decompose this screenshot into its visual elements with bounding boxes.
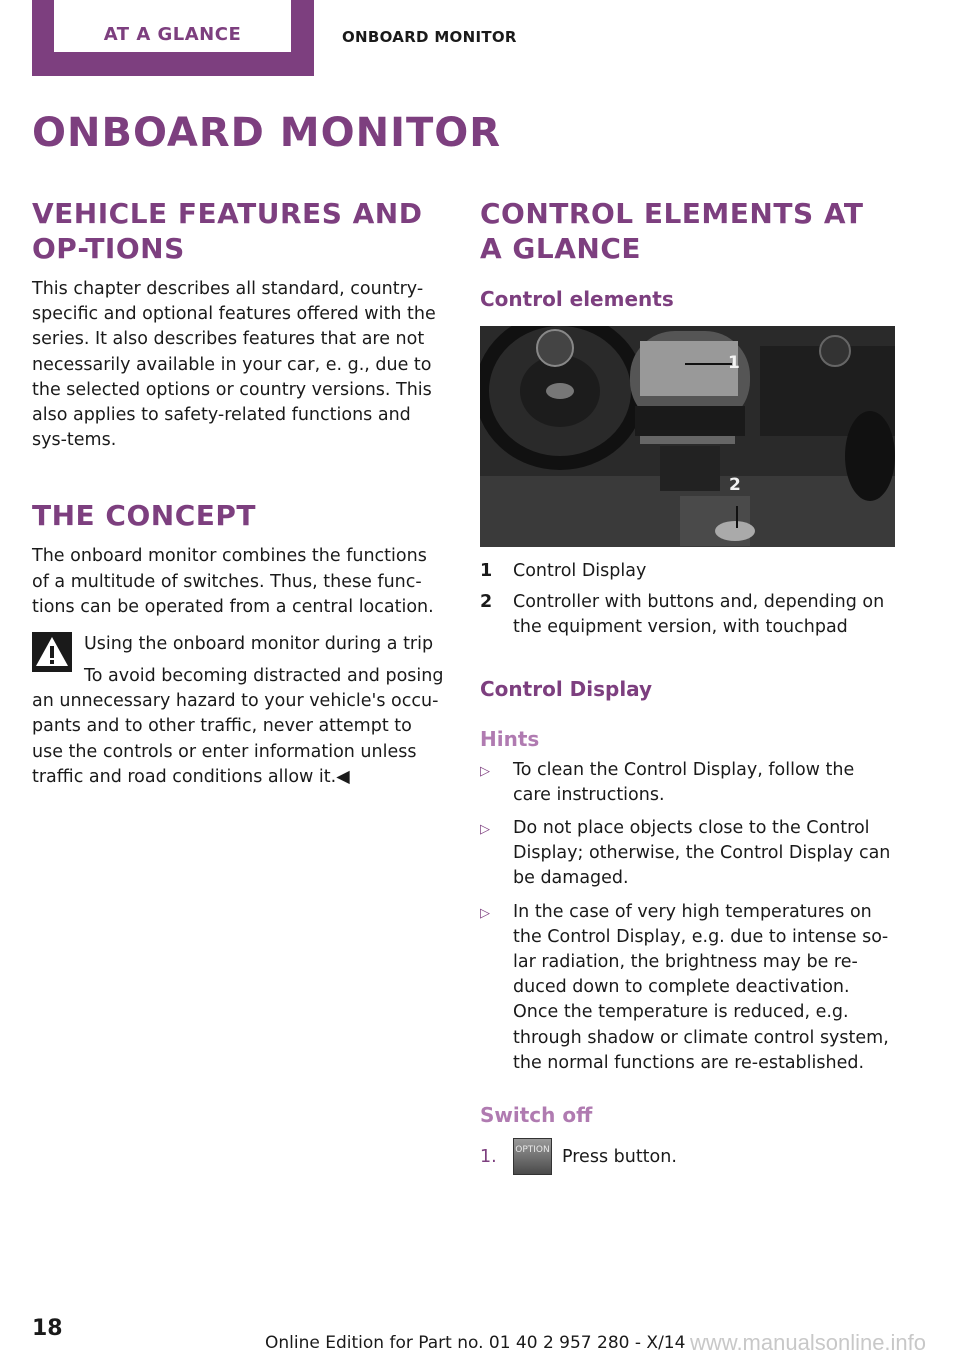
legend-text: Controller with buttons and, depending on the equipment version, with touchpad	[513, 592, 885, 638]
hints-list	[480, 758, 895, 1076]
legend-number: 1	[480, 561, 493, 581]
warning-title: Using the onboard monitor during a trip	[84, 634, 434, 655]
callout-1: 1	[728, 353, 740, 373]
triangle-bullet-icon: ▷	[480, 763, 490, 779]
section-label: ONBOARD MONITOR	[342, 28, 517, 46]
triangle-bullet-icon: ▷	[480, 905, 490, 921]
chapter-tab-label[interactable]: AT A GLANCE	[103, 24, 242, 45]
warning-block	[32, 632, 447, 790]
page-number: 18	[32, 1316, 63, 1341]
warning-body: To avoid becoming distracted and posing an unnecessary hazard to your vehicle's occu‐pants and to other traffic, never attempt to use the controls or enter information unless traffic and road conditions allow it.◀	[32, 666, 444, 787]
list-item	[480, 900, 895, 1076]
cockpit-photo	[480, 326, 895, 547]
option-button-icon: OPTION	[513, 1138, 552, 1175]
legend-number: 2	[480, 592, 493, 613]
right-column	[480, 196, 895, 1175]
legend-text: Control Display	[513, 561, 647, 581]
control-display-heading: Control Display	[480, 676, 653, 701]
hints-heading: Hints	[480, 726, 540, 751]
list-item	[480, 816, 895, 892]
watermark: www.manualsonline.info	[690, 1330, 927, 1355]
concept-body: The onboard monitor combines the functions of a multitude of switches. Thus, these func‐tions can be operated from a central location.	[32, 546, 434, 617]
hint-text: To clean the Control Display, follow the care instructions.	[513, 759, 855, 805]
callout-2: 2	[729, 475, 741, 495]
step-item	[480, 1138, 895, 1175]
list-item	[480, 758, 895, 808]
concept-heading: THE CONCEPT	[32, 499, 256, 533]
legend-item	[480, 559, 895, 584]
step-number: 1.	[480, 1146, 497, 1167]
legend-list	[480, 559, 895, 641]
legend-item	[480, 590, 895, 640]
page-title: ONBOARD MONITOR	[32, 110, 502, 156]
features-heading: VEHICLE FEATURES AND OP‐TIONS	[32, 197, 423, 265]
edition-footer: Online Edition for Part no. 01 40 2 957 280 - X/14	[265, 1333, 686, 1353]
hint-text: In the case of very high temperatures on the Control Display, e.g. due to intense so‐lar radiation, the brightness may be re‐duced down to complete deactivation. Once the temperature is reduced, e.g. through shadow or climate control system, the normal functions are re-established.	[513, 901, 889, 1073]
hint-text: Do not place objects close to the Control Display; otherwise, the Control Display can be damaged.	[513, 818, 891, 889]
step-text: Press button.	[562, 1146, 677, 1167]
left-column	[32, 196, 447, 790]
switch-off-heading: Switch off	[480, 1103, 593, 1128]
control-elements-heading: CONTROL ELEMENTS AT A GLANCE	[480, 197, 864, 265]
triangle-bullet-icon: ▷	[480, 822, 490, 838]
warning-icon	[32, 632, 72, 672]
features-body: This chapter describes all standard, country-specific and optional features offered with the series. It also describes features that are not necessarily available in your car, e. g., due to the selected options or country versions. This also applies to safety-related functions and sys‐tems.	[32, 279, 436, 451]
control-elements-subheading: Control elements	[480, 287, 674, 311]
